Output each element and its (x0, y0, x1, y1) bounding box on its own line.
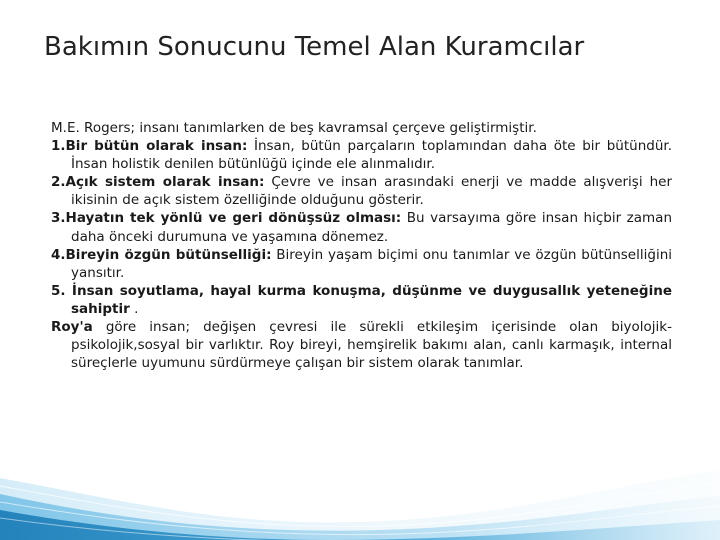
slide-title: Bakımın Sonucunu Temel Alan Kuramcılar (44, 32, 585, 62)
intro-text: M.E. Rogers; insanı tanımlarken de beş kavramsal çerçeve geliştirmiştir. (51, 120, 537, 136)
item-heading: 5. İnsan soyutlama, hayal kurma konuşma, düşünme ve duygusallık yeteneğine sahiptir (51, 282, 672, 317)
closing-heading: Roy'a (51, 319, 93, 336)
list-item-5 (51, 282, 672, 318)
item-heading: 3.Hayatın tek yönlü ve geri dönüşsüz olması: (51, 210, 402, 227)
closing-paragraph (51, 318, 672, 372)
list-item-3 (51, 209, 672, 245)
item-text: Çevre ve insan arasındaki enerji ve madde alışverişi her ikisinin de açık sistem özelliğinde olduğunu gösterir. (71, 174, 672, 209)
item-heading: 2.Açık sistem olarak insan: (51, 174, 265, 191)
item-text: Bu varsayıma göre insan hiçbir zaman daha önceki durumuna ve yaşamına dönemez. (71, 210, 673, 245)
slide-content (51, 119, 672, 372)
item-heading: 4.Bireyin özgün bütünselliği: (51, 246, 272, 263)
item-text: . (129, 300, 139, 317)
item-text: Bireyin yaşam biçimi onu tanımlar ve özgün bütünselliğini yansıtır. (71, 246, 672, 281)
closing-text: göre insan; değişen çevresi ile sürekli etkileşim içerisinde olan biyolojik-psikolojik,sosyal bir varlıktır. Roy bireyi, hemşirelik bakımı alan, canlı karmaşık, internal süreçlerle uyumunu sürdürmeye çalışan bir sistem olarak tanımlar. (71, 319, 672, 372)
item-heading: 1.Bir bütün olarak insan: (51, 138, 248, 155)
decorative-wave (0, 430, 720, 540)
list-item-4 (51, 246, 672, 282)
list-item-2 (51, 173, 672, 209)
item-text: İnsan, bütün parçaların toplamından daha öte bir bütündür. İnsan holistik denilen bütünlüğü içinde ele alınmalıdır. (71, 138, 672, 173)
list-item-1 (51, 137, 672, 173)
